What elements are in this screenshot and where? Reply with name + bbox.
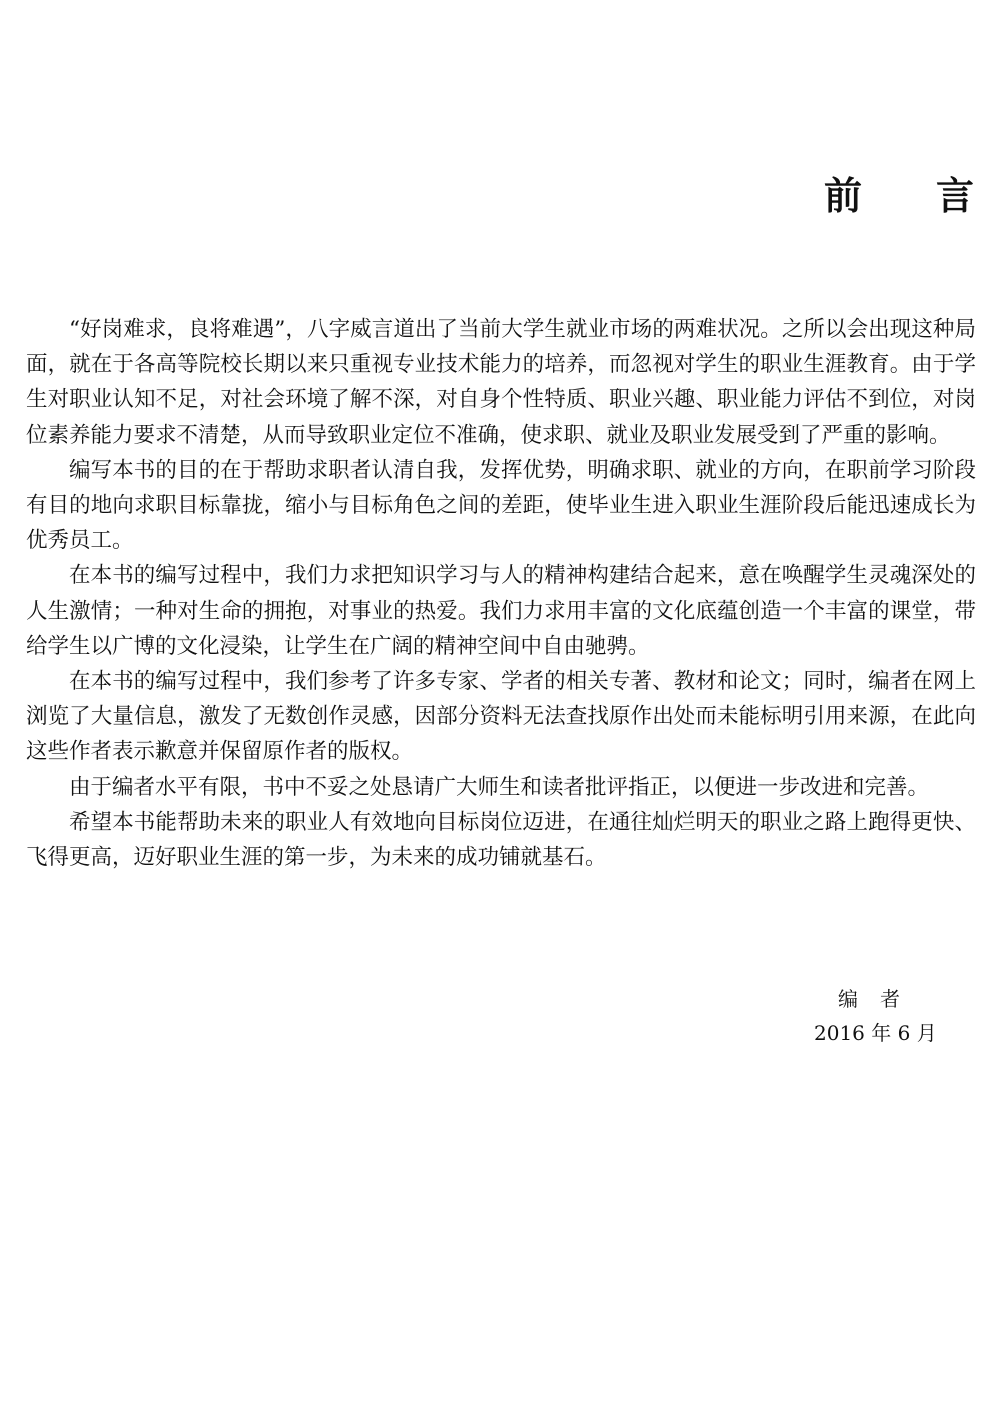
- page-title: [824, 168, 974, 224]
- title-char-2: 言: [935, 173, 974, 218]
- paragraph-1: “好岗难求，良将难遇”，八字威言道出了当前大学生就业市场的两难状况。之所以会出现这种局面，就在于各高等院校长期以来只重视专业技术能力的培养，而忽视对学生的职业生涯教育。由于学生对职业认知不足，对社会环境了解不深，对自身个性特质、职业兴趣、职业能力评估不到位，对岗位素养能力要求不清楚，从而导致职业定位不准确，使求职、就业及职业发展受到了严重的影响。: [26, 317, 976, 448]
- signature-date: 2016 年 6 月: [814, 1021, 937, 1045]
- paragraph-2: 编写本书的目的在于帮助求职者认清自我，发挥优势，明确求职、就业的方向，在职前学习阶段有目的地向求职目标靠拢，缩小与目标角色之间的差距，使毕业生进入职业生涯阶段后能迅速成长为优秀员工。: [26, 457, 976, 554]
- paragraph-4: 在本书的编写过程中，我们参考了许多专家、学者的相关专著、教材和论文；同时，编者在网上浏览了大量信息，激发了无数创作灵感，因部分资料无法查找原作出处而未能标明引用来源，在此向这些作者表示歉意并保留原作者的版权。: [26, 669, 976, 765]
- signature-author: 编者: [838, 987, 922, 1011]
- paragraph-5: 由于编者水平有限，书中不妥之处恳请广大师生和读者批评指正，以便进一步改进和完善。: [69, 774, 930, 800]
- title-char-1: 前: [823, 173, 862, 218]
- paragraph-3: 在本书的编写过程中，我们力求把知识学习与人的精神构建结合起来，意在唤醒学生灵魂深处的人生激情；一种对生命的拥抱，对事业的热爱。我们力求用丰富的文化底蕴创造一个丰富的课堂，带给学生以广博的文化浸染，让学生在广阔的精神空间中自由驰骋。: [26, 563, 976, 659]
- preface-body: [26, 312, 976, 875]
- paragraph-6: 希望本书能帮助未来的职业人有效地向目标岗位迈进，在通往灿烂明天的职业之路上跑得更快、飞得更高，迈好职业生涯的第一步，为未来的成功铺就基石。: [26, 809, 976, 871]
- signature-block: [800, 982, 950, 1050]
